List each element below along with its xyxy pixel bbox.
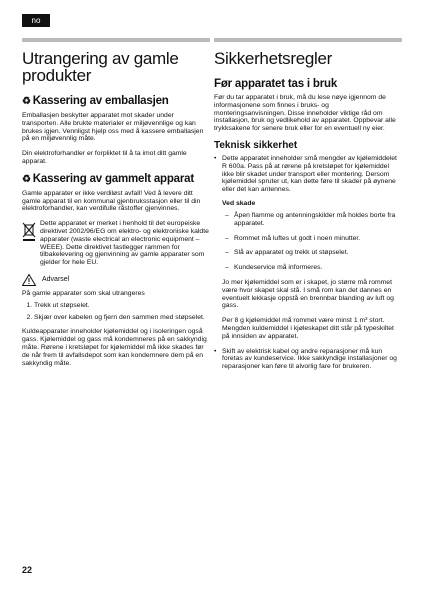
section-rule xyxy=(22,38,210,42)
old-appliance-paragraph: Gamle apparater er ikke verdiløst avfall! Ved å levere ditt gamle apparat til en kommunal gjenbruksstasjon eller til din elektroforhandler, kan verdifulle råstoffer gjenvinnes. xyxy=(22,189,201,213)
warning-row xyxy=(22,274,210,286)
recycle-icon: ♻ xyxy=(22,173,31,185)
disposal-steps xyxy=(22,302,210,322)
old-appliance-heading-text: Kassering av gammelt apparat xyxy=(32,172,194,185)
language-tab: no xyxy=(22,14,50,27)
weee-paragraph: Dette apparatet er merket i henhold til det europeiske direktivet 2002/96/EG om elektro- og elektroniske kaldte apparater (waste electrical an electronic equipment – WEEE). Dette direktivet fastlegger rammen for tilbakelevering og gjenvinning av gamle apparater som gjelder for hele EU. xyxy=(40,220,209,267)
list-item: • Dette apparatet inneholder små mengder av kjølemiddelet R 600a. Pass på at rørene på kretsløpet for kjølemiddel ikke blir skadet under transport eller montering. Dersom kjølemiddel spruter ut, kan dette føre til skader på øynene eller det kan antennes. xyxy=(222,155,402,194)
warning-intro: På gamle apparater som skal utrangeres xyxy=(22,289,145,297)
crossed-bin-icon xyxy=(22,220,36,242)
safety-list xyxy=(214,348,402,371)
list-item: – Rommet må luftes ut godt i noen minutter. xyxy=(234,235,402,243)
damage-block xyxy=(214,200,402,341)
list-item: • Skift av elektrisk kabel og andre reparasjoner må kun foretas av kundeservice. Ikke sakkyndige installasjoner og reparasjoner kan føre til alvorlig fare for brukeren. xyxy=(222,348,402,371)
refrigerant-volume-paragraph: Per 8 g kjølemiddel må rommet være minst 1 m³ stort. Mengden kuldemiddel i kjøleskapet ditt står på typeskiltet på innsiden av apparatet. xyxy=(222,317,394,340)
damage-heading: Ved skade xyxy=(222,199,256,207)
right-column xyxy=(214,38,402,377)
damage-list xyxy=(222,212,402,272)
dealer-paragraph: Din elektroforhandler er forpliktet til å ta imot ditt gamle apparat. xyxy=(22,150,187,165)
safety-list xyxy=(214,155,402,194)
section-rule xyxy=(214,38,402,42)
room-size-paragraph: Jo mer kjølemiddel som er i skapet, jo større må rommet være hvor skapet skal stå. I små rom kan det dannes en eventuelt lekkasje oppstå en brennbar blanding av luft og gass. xyxy=(222,278,394,310)
list-item: – Kundeservice må informeres. xyxy=(234,264,402,272)
packaging-heading xyxy=(22,95,210,108)
left-title: Utrangering av gamle produkter xyxy=(22,49,179,85)
warning-triangle-icon xyxy=(22,274,36,286)
old-appliance-heading xyxy=(22,173,210,186)
weee-block xyxy=(22,220,210,267)
technical-safety-heading: Teknisk sikkerhet xyxy=(214,139,298,151)
right-title: Sikkerhetsregler xyxy=(214,49,333,68)
page-number: 22 xyxy=(22,565,33,575)
list-item: – Slå av apparatet og trekk ut støpselet. xyxy=(234,249,402,257)
packaging-paragraph: Emballasjen beskytter apparatet mot skader under transporten. Alle brukte materialer er miljøvennlige og kan brukes igjen. Vennligst hjelp oss med å kassere emballasjen på en miljøvennlig måte. xyxy=(22,112,204,143)
list-item: – Åpen flamme og antenningskilder må holdes borte fra apparatet. xyxy=(234,212,402,228)
recycle-icon: ♻ xyxy=(22,96,31,107)
list-item: 2. Skjær over kabelen og fjern den sammen med støpselet. xyxy=(34,314,210,322)
packaging-heading-text: Kassering av emballasjen xyxy=(32,95,169,107)
refrigerant-paragraph: Kuldeapparater inneholder kjølemiddel og i isoleringen også gass. Kjølemiddel og gass må kondemneres på en sakkyndig måte. Rørene i kretsløpet for kjølemiddel må ikke skades før de når frem til avfallsdepot som kan kondemnere dem på en sakkyndig måte. xyxy=(22,328,207,367)
left-column xyxy=(22,38,210,374)
intro-paragraph: Før du tar apparatet i bruk, må du lese nøye igjennom de informasjonene som finnes i bruks- og monteringsanvisningen. Disse inneholder viktige råd om installasjon, bruk og vedlikehold av apparatet. Oppbevar alle trykksakene for senere bruk eller for en eventuell ny eier. xyxy=(214,94,396,133)
warning-label: Advarsel xyxy=(42,276,70,284)
list-item: 1. Trekk ut støpselet. xyxy=(34,302,210,310)
right-subtitle: Før apparatet tas i bruk xyxy=(214,78,338,90)
